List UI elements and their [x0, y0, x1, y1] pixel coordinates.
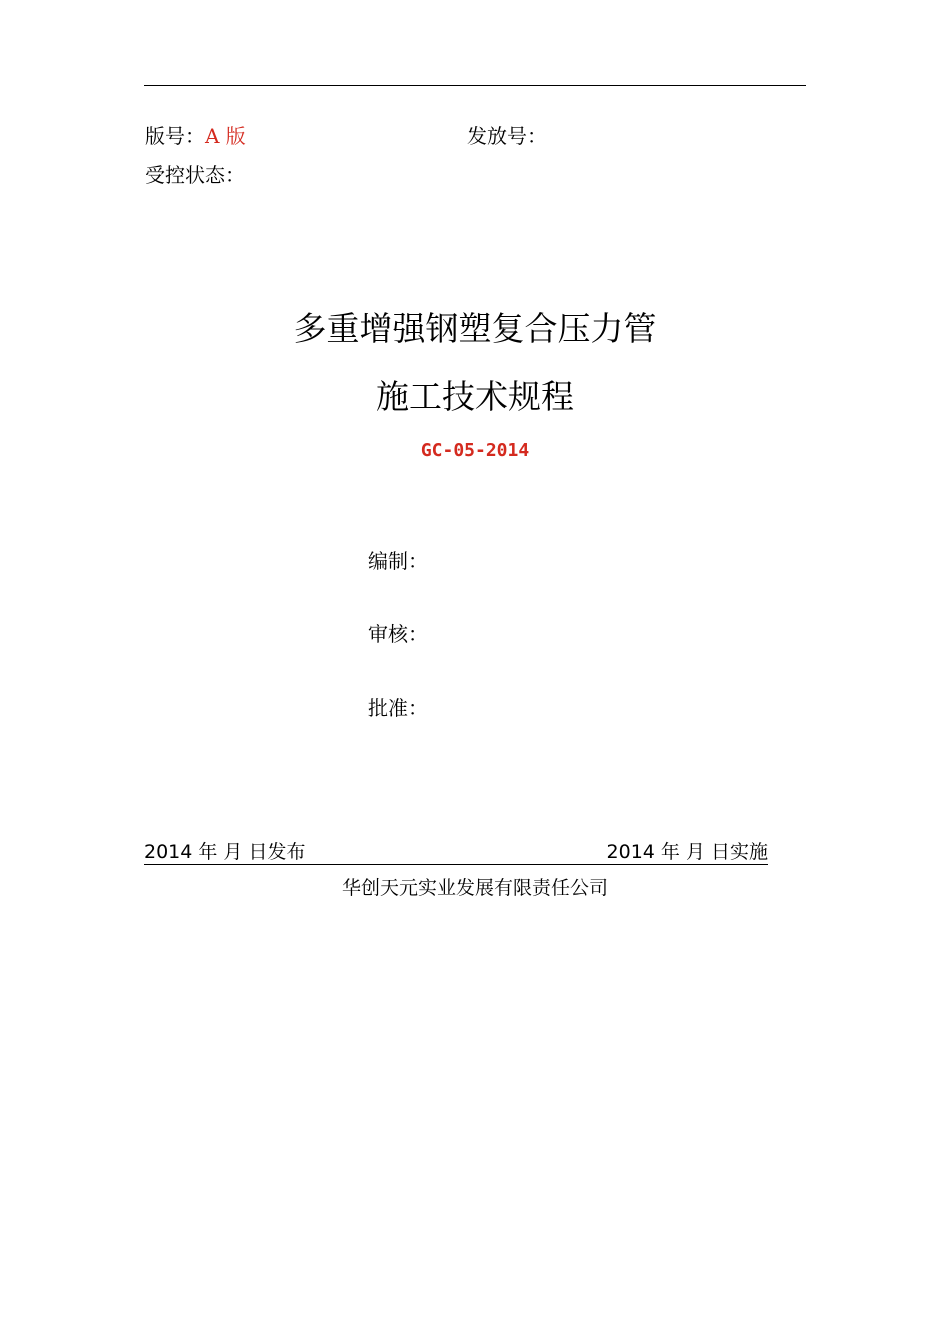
version-label: 版号：	[145, 124, 205, 148]
control-status-row	[145, 163, 245, 187]
header-rule	[144, 85, 806, 86]
version-row	[145, 124, 246, 148]
issue-number-label: 发放号：	[467, 124, 547, 148]
issue-date: 2014 年 月 日发布	[144, 841, 306, 863]
reviewed-by-label: 审核：	[368, 622, 428, 646]
issue-number-row	[467, 124, 547, 148]
version-value: A 版	[205, 124, 246, 148]
approved-by-label: 批准：	[368, 696, 428, 720]
prepared-by-label: 编制：	[368, 549, 428, 573]
document-title-line2: 施工技术规程	[376, 377, 574, 416]
document-title-line1: 多重增强钢塑复合压力管	[293, 309, 657, 348]
company-name: 华创天元实业发展有限责任公司	[341, 877, 608, 899]
control-status-label: 受控状态：	[145, 163, 245, 187]
date-bar	[144, 840, 768, 865]
effective-date: 2014 年 月 日实施	[606, 841, 768, 863]
document-code: GC-05-2014	[420, 440, 530, 461]
